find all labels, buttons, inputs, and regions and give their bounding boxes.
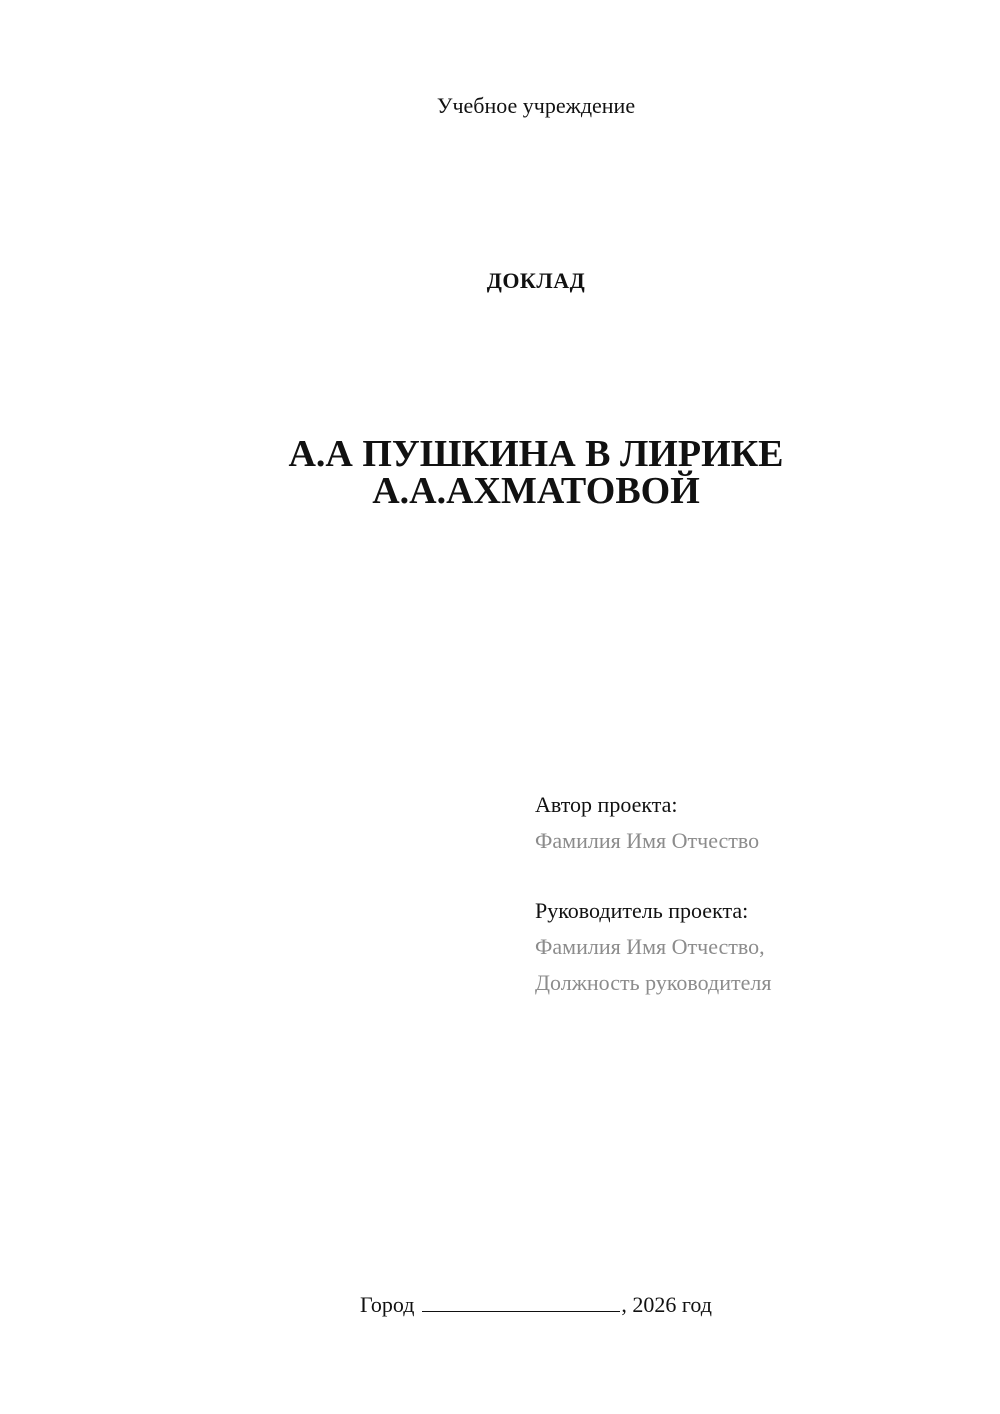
author-name: Фамилия Имя Отчество: [535, 828, 760, 853]
supervisor-name: Фамилия Имя Отчество,: [535, 934, 765, 959]
year-text: , 2026 год: [621, 1292, 712, 1317]
document-title: [0, 433, 1000, 512]
author-label: Автор проекта:: [535, 792, 678, 817]
credits-spacer: [535, 859, 955, 893]
title-line-1: А.А ПУШКИНА В ЛИРИКЕ: [288, 433, 784, 475]
project-credits: [535, 787, 955, 1001]
city-label: Город: [360, 1292, 415, 1317]
title-line-2: А.А.АХМАТОВОЙ: [372, 470, 700, 512]
supervisor-position: Должность руководителя: [535, 970, 772, 995]
city-blank-line: [422, 1290, 620, 1312]
supervisor-label: Руководитель проекта:: [535, 898, 749, 923]
document-type: ДОКЛАД: [486, 268, 586, 293]
city-year-footer: [0, 1290, 1000, 1320]
institution-name: Учебное учреждение: [436, 93, 636, 118]
